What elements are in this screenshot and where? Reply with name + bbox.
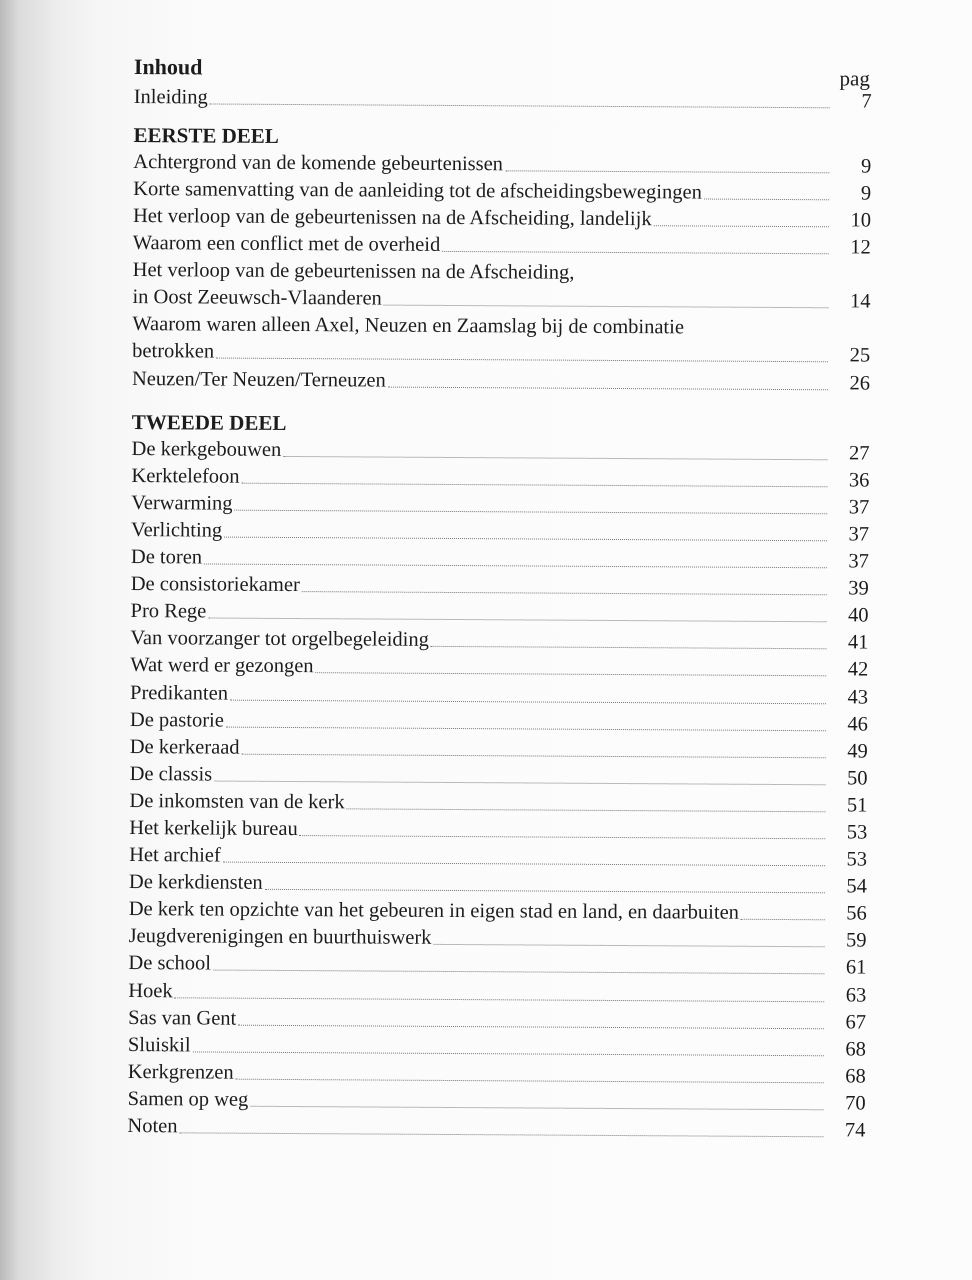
toc-entry-page: 59 [846,929,867,952]
leader-dots [442,236,829,254]
toc-entry-page: 61 [845,956,867,979]
toc-entry-label: Pro Rege [130,600,207,623]
toc-entry[interactable] [132,436,870,468]
leader-dots [302,576,827,595]
leader-dots [300,820,826,839]
toc-entry[interactable] [128,1086,866,1118]
leader-dots [265,874,825,893]
toc-entry-label-continued: betrokken [132,340,215,364]
page-title: Inhoud [133,54,203,80]
toc-entry-label: Jeugdverenigingen en buurthuiswerk [128,925,432,950]
toc-entry-label: De consistoriekamer [130,573,300,597]
toc-entry-label: Het verloop van de gebeurtenissen na de Afscheiding, [132,259,575,285]
toc-entry-label: Noten [127,1115,178,1138]
toc-header [128,54,872,117]
toc-entry-page: 43 [847,685,869,709]
toc-entry-page: 9 [860,182,872,205]
toc-entry-label: Neuzen/Ter Neuzen/Terneuzen [131,367,386,392]
leader-dots [347,793,826,812]
leader-dots [250,1091,823,1111]
toc-entry-page: 46 [847,713,868,736]
leader-dots [242,738,826,758]
toc-entry-label: Het verloop van de gebeurtenissen na de Afscheiding, landelijk [132,205,652,231]
toc-entry-label: Inleiding [133,86,208,109]
leader-dots [654,210,829,227]
toc-entry-label: Verlichting [131,518,223,542]
leader-dots [175,982,825,1002]
toc-entry-label: Verwarming [131,491,233,515]
toc-entry-page: 74 [844,1119,866,1142]
leader-dots [216,343,828,363]
toc-entry-label: De inkomsten van de kerk [129,789,345,814]
toc-entry-page: 42 [847,658,869,681]
leader-dots [180,1117,824,1137]
toc-entry-page: 67 [845,1011,867,1034]
toc-entry-label-continued: in Oost Zeeuwsch-Vlaanderen [132,286,382,310]
toc-entry-page: 39 [848,577,869,600]
leader-dots [214,765,826,785]
toc-entry-intro[interactable] [134,84,872,116]
toc-entry-label: Predikanten [130,681,229,705]
toc-entry-page: 37 [848,523,870,546]
toc-entry-label: Kerkgrenzen [127,1060,234,1084]
table-of-contents [121,54,872,1145]
page-column-label: pag [839,66,870,91]
toc-entry-label: Het kerkelijk bureau [129,816,298,841]
toc-entry[interactable] [131,571,869,603]
toc-entry-page: 12 [850,236,871,259]
toc-entry-label: Hoek [128,979,173,1002]
toc-entry-label: Sas van Gent [128,1006,237,1030]
toc-entry-page: 53 [846,821,868,844]
leader-dots [236,1063,824,1083]
toc-entry-label: De toren [130,546,203,569]
toc-entry-multiline[interactable] [126,257,870,316]
toc-entry-label: Waarom een conflict met de overheid [132,232,441,257]
leader-dots [384,290,829,309]
toc-entry-page: 36 [848,469,870,492]
toc-entry-page: 53 [846,848,868,871]
toc-entry-label: Samen op weg [127,1087,249,1111]
toc-entry-page: 49 [847,740,868,763]
toc-entry-label: Van voorzanger tot orgelbegeleiding [130,627,429,652]
toc-entry-label: De classis [129,762,213,786]
leader-dots [208,603,826,623]
toc-entry[interactable] [129,923,867,955]
leader-dots [193,1036,824,1056]
leader-dots [704,184,829,201]
toc-entry-page: 37 [848,496,870,519]
leader-dots [433,929,824,947]
toc-entry-label: Kerktelefoon [131,464,240,488]
toc-entry-label: Wat werd er gezongen [130,654,314,678]
toc-entry-page: 9 [861,155,872,178]
toc-entry-page: 54 [846,875,867,898]
toc-entry-label: De kerk ten opzichte van het gebeuren in eigen stad en land, en daarbuiten [128,898,740,924]
toc-entry[interactable] [130,652,868,684]
part-one [126,122,872,397]
leader-dots [223,847,825,867]
leader-dots [283,441,827,460]
leader-dots [226,711,826,731]
toc-entry-multiline[interactable] [126,311,870,370]
part-two [121,409,869,1145]
toc-entry-label: Sluiskil [127,1033,191,1057]
toc-entry-label: De kerkgebouwen [131,437,282,461]
toc-entry-label: Waarom waren alleen Axel, Neuzen en Zaamslag bij de combinatie [132,313,685,339]
toc-entry-page: 68 [845,1065,866,1088]
toc-entry-page: 10 [850,209,872,232]
toc-entry[interactable] [127,1113,865,1145]
leader-dots [316,658,827,677]
toc-entry-page: 63 [845,983,867,1007]
toc-entry-page: 14 [849,290,871,313]
toc-entry[interactable] [132,366,870,398]
toc-entry-page: 41 [847,631,869,654]
leader-dots [242,467,828,487]
toc-entry-page: 40 [848,604,869,627]
leader-dots [224,522,827,542]
toc-entry[interactable] [129,815,867,847]
leader-dots [230,684,826,704]
toc-entry-label: Achtergrond van de komende gebeurtenissen [133,151,504,176]
toc-entry-label: De kerkdiensten [128,871,263,894]
leader-dots [213,955,825,975]
leader-dots [741,904,825,921]
leader-dots [388,371,828,390]
toc-entry-label: De pastorie [129,708,224,732]
toc-entry-page: 27 [849,442,870,465]
toc-entry-page: 56 [846,902,867,925]
leader-dots [204,549,827,569]
leader-dots [235,495,828,515]
toc-entry-page: 26 [849,371,871,395]
toc-entry-page: 37 [848,550,869,573]
toc-entry-label: Het archief [129,844,221,867]
toc-entry-page: 68 [845,1038,867,1061]
section-heading: EERSTE DEEL [133,123,279,148]
toc-list [121,436,869,1145]
toc-entry-page: 7 [861,90,872,113]
toc-entry-label: De kerkeraad [129,735,240,759]
toc-entry-page: 25 [849,344,871,368]
leader-dots [431,631,827,649]
toc-entry-page: 70 [845,1092,866,1115]
toc-entry-page: 50 [847,767,868,790]
toc-entry-label: De school [128,952,212,975]
section-heading: TWEEDE DEEL [131,409,287,435]
toc-entry-label: Korte samenvatting van de aanleiding tot de afscheidingsbewegingen [133,178,702,204]
leader-dots [210,89,830,109]
toc-entry-page: 51 [846,794,868,817]
leader-dots [505,155,829,173]
leader-dots [238,1009,824,1029]
